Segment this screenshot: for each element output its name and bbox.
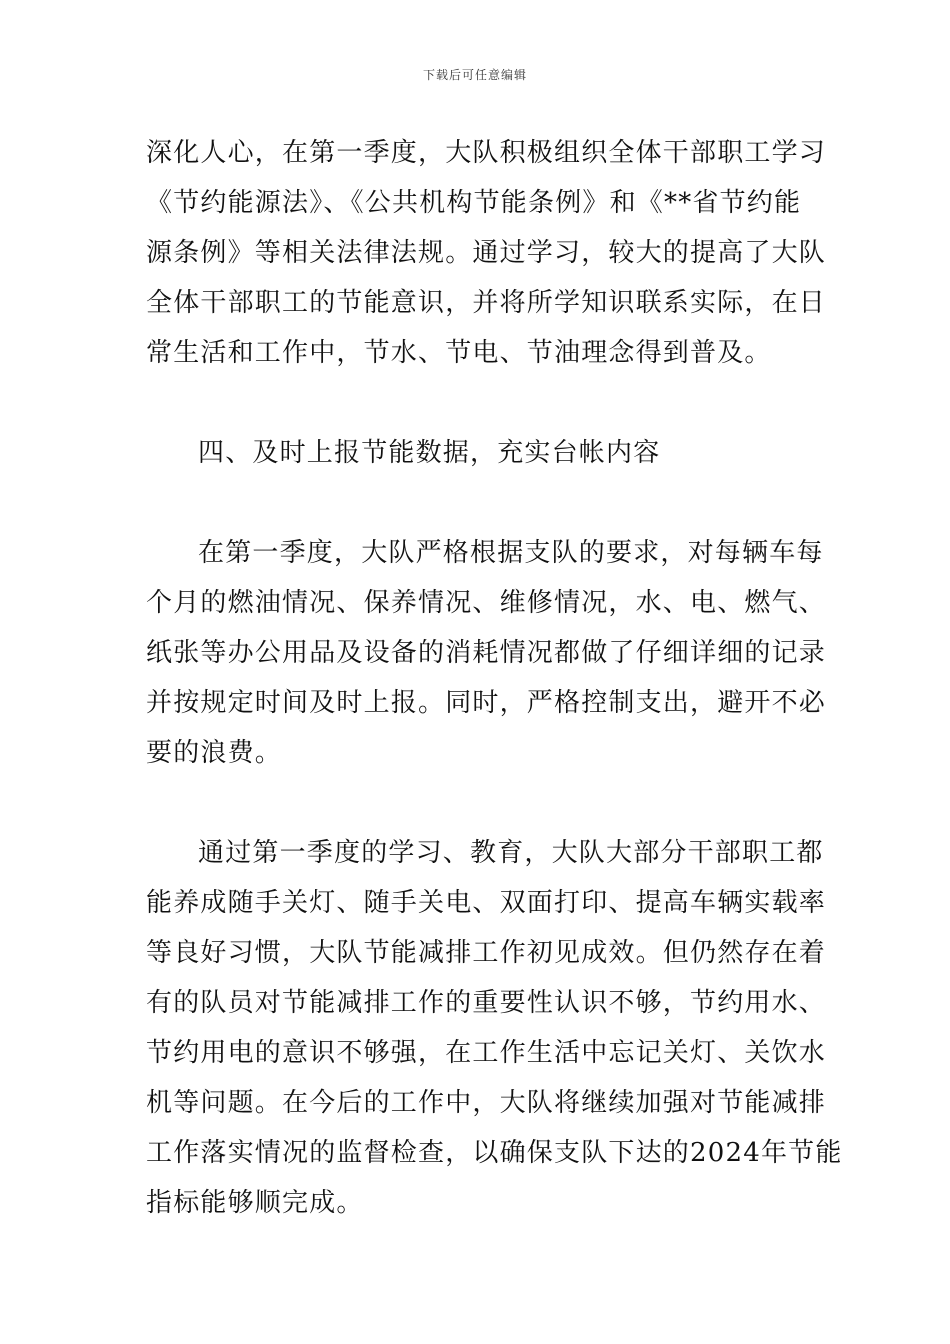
text-line: 指标能够顺完成。 [146,1188,364,1218]
paragraph-4 [146,828,843,1228]
text-line: 纸张等办公用品及设备的消耗情况都做了仔细详细的记录 [146,638,827,668]
text-line: 通过第一季度的学习、教育，大队大部分干部职工都 [198,838,824,868]
text-line: 要的浪费。 [146,738,283,768]
heading-text: 四、及时上报节能数据，充实台帐内容 [198,438,661,468]
text-line: 工作落实情况的监督检查，以确保支队下达的2024年节能 [146,1138,843,1168]
paragraph-gap [146,478,810,528]
paragraph-gap [146,778,810,828]
text-line: 深化人心，在第一季度，大队积极组织全体干部职工学习 [146,138,827,168]
document-body [146,128,843,1228]
text-line: 并按规定时间及时上报。同时，严格控制支出，避开不必 [146,688,827,718]
paragraph-gap [146,378,810,428]
text-line: 源条例》等相关法律法规。通过学习，较大的提高了大队 [146,238,827,268]
text-line: 有的队员对节能减排工作的重要性认识不够，节约用水、 [146,988,827,1018]
text-line: 在第一季度，大队严格根据支队的要求，对每辆车每 [198,538,824,568]
paragraph-1 [146,128,827,378]
page-header: 下载后可任意编辑 [422,68,527,82]
paragraph-3 [146,528,827,778]
text-line: 等良好习惯，大队节能减排工作初见成效。但仍然存在着 [146,938,827,968]
text-line: 机等问题。在今后的工作中，大队将继续加强对节能减排 [146,1088,827,1118]
text-line: 节约用电的意识不够强，在工作生活中忘记关灯、关饮水 [146,1038,827,1068]
text-line: 能养成随手关灯、随手关电、双面打印、提高车辆实载率 [146,888,827,918]
text-line: 个月的燃油情况、保养情况、维修情况，水、电、燃气、 [146,588,827,618]
text-line: 全体干部职工的节能意识，并将所学知识联系实际，在日 [146,288,827,318]
section-heading [146,428,810,478]
text-line: 常生活和工作中，节水、节电、节油理念得到普及。 [146,338,772,368]
text-line: 《节约能源法》、《公共机构节能条例》和《**省节约能 [146,188,802,218]
